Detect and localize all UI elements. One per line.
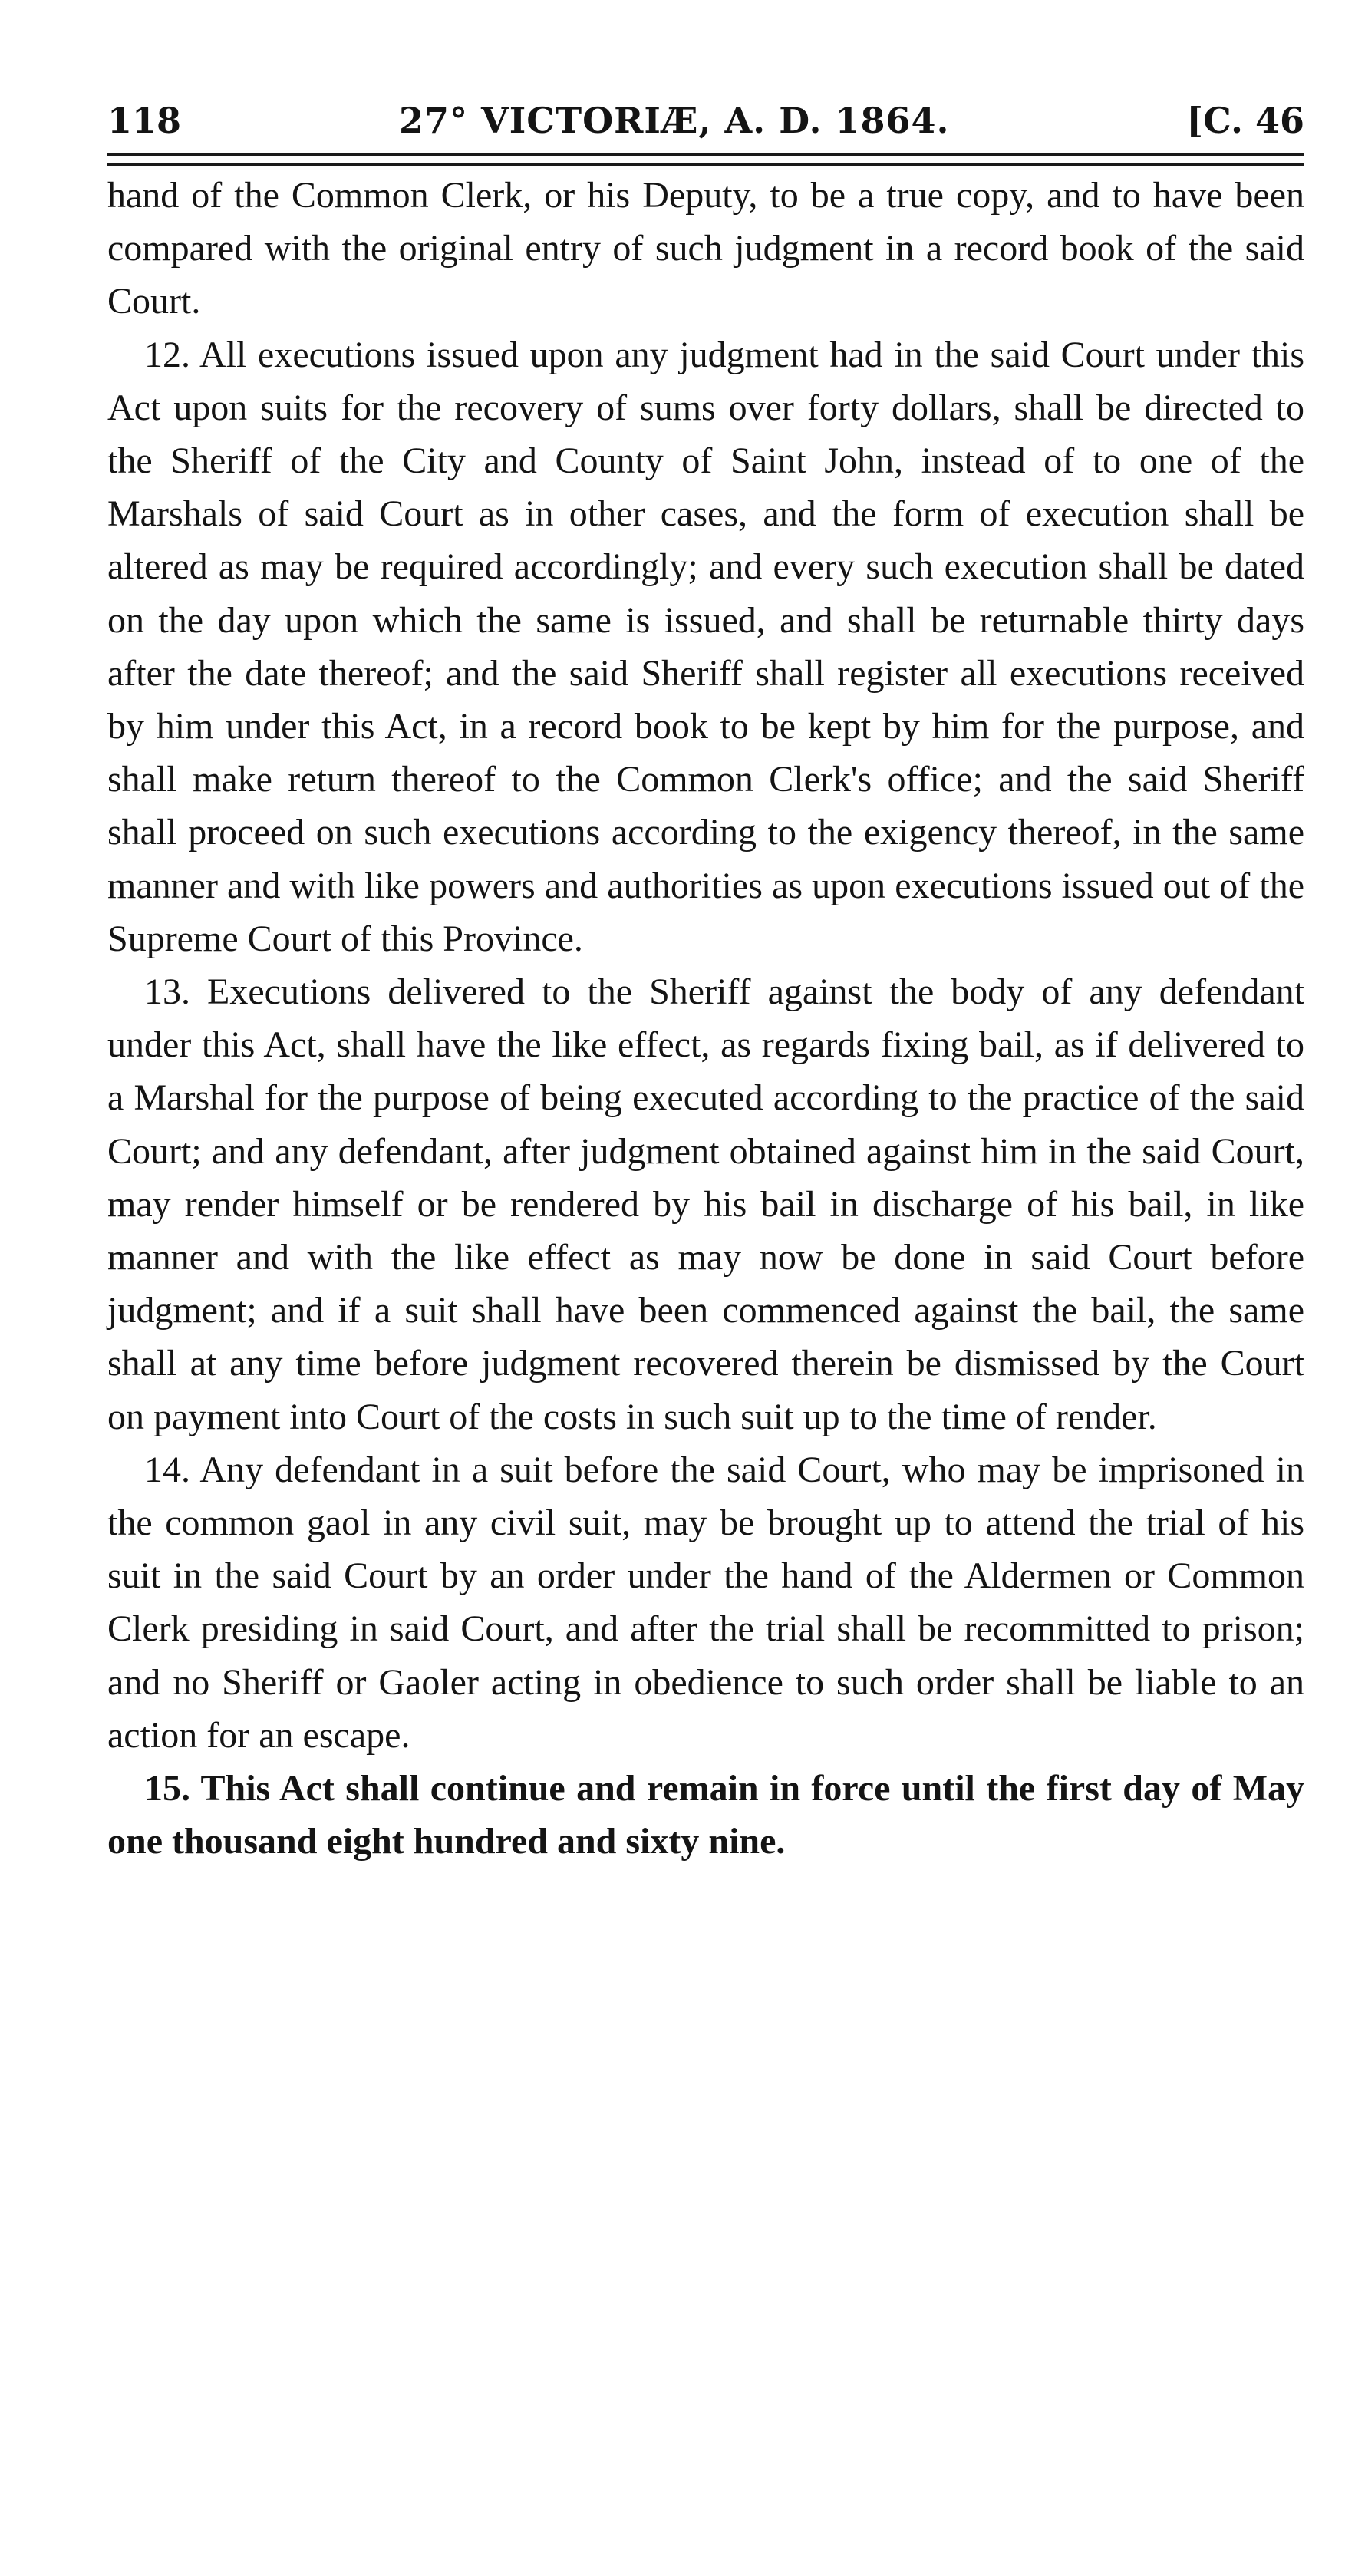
chapter-reference: [C. 46 [1186, 100, 1304, 141]
section-15: 15. This Act shall continue and remain in force until the first day of May one thousand eight hundred and sixty nine. [107, 1768, 1304, 1862]
paragraph-continuation: hand of the Common Clerk, or his Deputy, to be a true copy, and to have been compared with the original entry of such judgment in a record book of the said Court. [107, 175, 1304, 322]
running-title: 27° VICTORIÆ, A. D. 1864. [399, 100, 950, 141]
header-double-rule [107, 153, 1304, 166]
page-number: 118 [107, 100, 182, 141]
section-13: 13. Executions delivered to the Sheriff against the body of any defendant under this Act, shall have the like effect, as regards fixing bail, as if delivered to a Marshal for the purpose of being executed according to the practice of the said Court; and any defendant, after judgment obtained against him in the said Court, may render himself or be rendered by his bail in discharge of his bail, in like manner and with the like effect as may now be done in said Court before judgment; and if a suit shall have been commenced against the bail, the same shall at any time before judgment recovered therein be dismissed by the Court on payment into Court of the costs in such suit up to the time of render. [107, 971, 1304, 1437]
page-header [107, 84, 1304, 146]
section-14: 14. Any defendant in a suit before the said Court, who may be imprisoned in the common gaol in any civil suit, may be brought up to attend the trial of his suit in the said Court by an order under the hand of the Aldermen or Common Clerk presiding in said Court, and after the trial shall be recommitted to prison; and no Sheriff or Gaoler acting in obedience to such order shall be liable to an action for an escape. [107, 1449, 1304, 1756]
section-12: 12. All executions issued upon any judgment had in the said Court under this Act upon suits for the recovery of sums over forty dollars, shall be directed to the Sheriff of the City and County of Saint John, instead of to one of the Marshals of said Court as in other cases, and the form of execution shall be altered as may be required accordingly; and every such execution shall be dated on the day upon which the same is issued, and shall be returnable thirty days after the date thereof; and the said Sheriff shall register all executions received by him under this Act, in a record book to be kept by him for the purpose, and shall make return thereof to the Common Clerk's office; and the said Sheriff shall proceed on such executions according to the exigency thereof, in the same manner and with like powers and authorities as upon executions issued out of the Supreme Court of this Province. [107, 334, 1304, 959]
body-text [107, 169, 1304, 1869]
document-page [107, 84, 1304, 1869]
